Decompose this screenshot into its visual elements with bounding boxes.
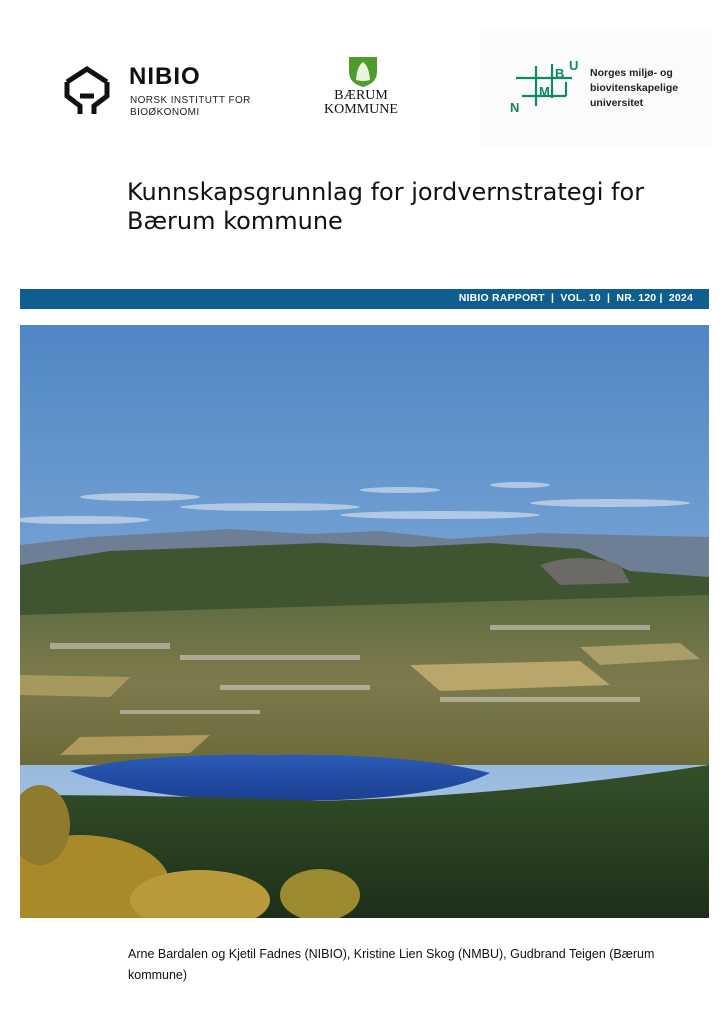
baerum-name-line1: BÆRUM — [334, 88, 388, 103]
nmbu-name-line1: Norges miljø- og — [590, 67, 673, 79]
nmbu-letter-m: M — [539, 84, 550, 99]
cover-landscape-photo — [20, 325, 709, 918]
nmbu-letter-b: B — [555, 66, 565, 81]
nmbu-name-line2: biovitenskapelige — [590, 82, 679, 94]
report-authors: Arne Bardalen og Kjetil Fadnes (NIBIO), Kristine Lien Skog (NMBU), Gudbrand Teigen (Bærum kommune) — [128, 947, 655, 982]
nmbu-logo-icon — [508, 58, 582, 116]
nibio-wordmark: NIBIO — [129, 63, 201, 90]
nmbu-name-line3: universitet — [590, 97, 644, 109]
nibio-subtitle-line1: NORSK INSTITUTT FOR — [130, 95, 251, 106]
baerum-name-line2: KOMMUNE — [324, 102, 398, 117]
report-series-banner — [20, 289, 709, 309]
nmbu-letter-n: N — [510, 100, 520, 115]
report-title: Kunnskapsgrunnlag for jordvernstrategi for Bærum kommune — [127, 178, 645, 235]
nmbu-letter-u: U — [569, 58, 579, 73]
nibio-subtitle-line2: BIOØKONOMI — [130, 107, 200, 118]
report-series-label: NIBIO RAPPORT | VOL. 10 | NR. 120 | 2024 — [458, 292, 693, 304]
